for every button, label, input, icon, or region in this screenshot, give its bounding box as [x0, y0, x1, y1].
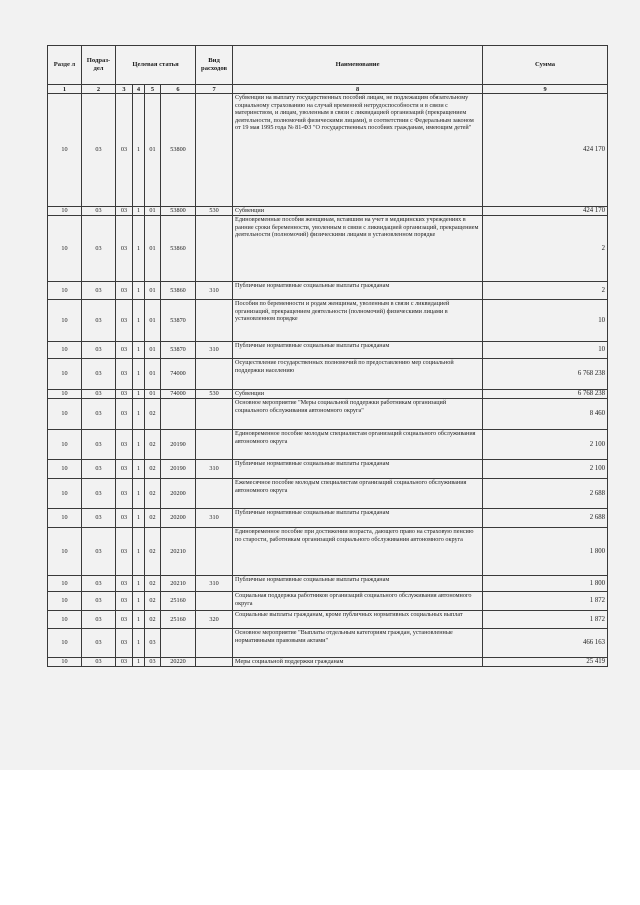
target-code-cell: 25160	[161, 611, 196, 629]
target-part-1-cell: 03	[116, 592, 133, 611]
table-row	[48, 629, 608, 658]
target-part-3-cell: 03	[145, 629, 161, 658]
target-code-cell: 53870	[161, 342, 196, 359]
podrazdel-cell: 03	[82, 94, 116, 207]
sum-cell: 424 170	[483, 207, 608, 216]
table-row	[48, 576, 608, 592]
target-part-2-cell: 1	[133, 430, 145, 460]
sum-cell: 10	[483, 342, 608, 359]
sum-cell: 1 872	[483, 611, 608, 629]
sum-cell: 2 100	[483, 430, 608, 460]
expense-type-cell	[196, 399, 233, 430]
expense-type-cell: 320	[196, 611, 233, 629]
header-vid-rashodov: Вид расходов	[196, 46, 233, 85]
target-part-3-cell: 01	[145, 359, 161, 390]
table-row	[48, 399, 608, 430]
target-part-2-cell: 1	[133, 592, 145, 611]
target-part-2-cell: 1	[133, 479, 145, 509]
target-part-1-cell: 03	[116, 528, 133, 576]
sum-cell: 10	[483, 300, 608, 342]
podrazdel-cell: 03	[82, 658, 116, 667]
expense-type-cell	[196, 528, 233, 576]
name-cell: Основное мероприятие "Меры социальной поддержки работникам организаций социального обслуживания автономного округа"	[233, 399, 483, 430]
sum-cell: 2	[483, 282, 608, 300]
razdel-cell: 10	[48, 359, 82, 390]
name-cell: Единовременное пособие молодым специалистам организаций социального обслуживания автономного округа	[233, 430, 483, 460]
razdel-cell: 10	[48, 528, 82, 576]
table-row	[48, 207, 608, 216]
name-cell: Основное мероприятие "Выплаты отдельным категориям граждан, установленные нормативными правовыми актами"	[233, 629, 483, 658]
target-part-3-cell: 01	[145, 390, 161, 399]
column-number-row	[48, 85, 608, 94]
razdel-cell: 10	[48, 390, 82, 399]
target-part-2-cell: 1	[133, 94, 145, 207]
col-number: 1	[48, 85, 82, 94]
name-cell: Субвенции	[233, 390, 483, 399]
target-part-1-cell: 03	[116, 479, 133, 509]
target-part-2-cell: 1	[133, 611, 145, 629]
col-number: 7	[196, 85, 233, 94]
col-number: 9	[483, 85, 608, 94]
name-cell: Социальные выплаты гражданам, кроме публичных нормативных социальных выплат	[233, 611, 483, 629]
target-part-1-cell: 03	[116, 282, 133, 300]
target-part-1-cell: 03	[116, 390, 133, 399]
podrazdel-cell: 03	[82, 216, 116, 282]
table-row	[48, 342, 608, 359]
sum-cell: 1 872	[483, 592, 608, 611]
target-part-1-cell: 03	[116, 629, 133, 658]
target-code-cell: 20190	[161, 460, 196, 479]
sum-cell: 2 688	[483, 509, 608, 528]
podrazdel-cell: 03	[82, 460, 116, 479]
target-part-2-cell: 1	[133, 359, 145, 390]
podrazdel-cell: 03	[82, 342, 116, 359]
target-part-2-cell: 1	[133, 576, 145, 592]
table-row	[48, 509, 608, 528]
sum-cell: 2 100	[483, 460, 608, 479]
target-code-cell: 74000	[161, 359, 196, 390]
razdel-cell: 10	[48, 300, 82, 342]
podrazdel-cell: 03	[82, 509, 116, 528]
target-part-3-cell: 01	[145, 300, 161, 342]
expense-type-cell: 310	[196, 342, 233, 359]
podrazdel-cell: 03	[82, 390, 116, 399]
target-part-1-cell: 03	[116, 460, 133, 479]
col-number: 6	[161, 85, 196, 94]
sum-cell: 6 768 238	[483, 359, 608, 390]
razdel-cell: 10	[48, 658, 82, 667]
table-row	[48, 216, 608, 282]
target-part-1-cell: 03	[116, 359, 133, 390]
expense-type-cell	[196, 629, 233, 658]
target-part-3-cell: 02	[145, 479, 161, 509]
expense-type-cell	[196, 300, 233, 342]
target-code-cell: 53800	[161, 94, 196, 207]
target-part-3-cell: 01	[145, 342, 161, 359]
target-part-1-cell: 03	[116, 300, 133, 342]
target-part-1-cell: 03	[116, 658, 133, 667]
podrazdel-cell: 03	[82, 282, 116, 300]
target-part-1-cell: 03	[116, 216, 133, 282]
budget-table	[47, 45, 608, 667]
podrazdel-cell: 03	[82, 207, 116, 216]
razdel-cell: 10	[48, 460, 82, 479]
target-part-1-cell: 03	[116, 342, 133, 359]
target-part-3-cell: 02	[145, 509, 161, 528]
sum-cell: 8 460	[483, 399, 608, 430]
col-number: 2	[82, 85, 116, 94]
sum-cell: 25 419	[483, 658, 608, 667]
table-row	[48, 390, 608, 399]
target-part-3-cell: 02	[145, 611, 161, 629]
podrazdel-cell: 03	[82, 528, 116, 576]
target-part-3-cell: 01	[145, 216, 161, 282]
expense-type-cell	[196, 359, 233, 390]
target-part-1-cell: 03	[116, 611, 133, 629]
target-part-1-cell: 03	[116, 576, 133, 592]
table-row	[48, 611, 608, 629]
razdel-cell: 10	[48, 282, 82, 300]
expense-type-cell	[196, 592, 233, 611]
sum-cell: 2 688	[483, 479, 608, 509]
name-cell: Публичные нормативные социальные выплаты гражданам	[233, 460, 483, 479]
target-part-1-cell: 03	[116, 399, 133, 430]
podrazdel-cell: 03	[82, 611, 116, 629]
expense-type-cell	[196, 94, 233, 207]
razdel-cell: 10	[48, 94, 82, 207]
col-number: 4	[133, 85, 145, 94]
table-row	[48, 592, 608, 611]
name-cell: Публичные нормативные социальные выплаты гражданам	[233, 342, 483, 359]
table-row	[48, 430, 608, 460]
target-part-3-cell: 01	[145, 207, 161, 216]
target-part-2-cell: 1	[133, 509, 145, 528]
name-cell: Социальная поддержка работников организаций социального обслуживания автономного округа	[233, 592, 483, 611]
sum-cell: 1 800	[483, 576, 608, 592]
expense-type-cell: 310	[196, 576, 233, 592]
expense-type-cell	[196, 658, 233, 667]
sum-cell: 6 768 238	[483, 390, 608, 399]
target-part-3-cell: 02	[145, 592, 161, 611]
name-cell: Публичные нормативные социальные выплаты гражданам	[233, 576, 483, 592]
target-part-2-cell: 1	[133, 207, 145, 216]
target-part-2-cell: 1	[133, 629, 145, 658]
razdel-cell: 10	[48, 509, 82, 528]
target-code-cell: 53870	[161, 300, 196, 342]
name-cell: Меры социальной поддержки гражданам	[233, 658, 483, 667]
podrazdel-cell: 03	[82, 300, 116, 342]
expense-type-cell: 310	[196, 460, 233, 479]
target-code-cell: 53860	[161, 216, 196, 282]
podrazdel-cell: 03	[82, 576, 116, 592]
col-number: 8	[233, 85, 483, 94]
target-part-3-cell: 02	[145, 430, 161, 460]
name-cell: Субвенции	[233, 207, 483, 216]
target-code-cell: 20200	[161, 479, 196, 509]
header-naimenovanie: Наименование	[233, 46, 483, 85]
target-part-2-cell: 1	[133, 300, 145, 342]
target-code-cell: 20190	[161, 430, 196, 460]
name-cell: Ежемесячное пособие молодым специалистам организаций социального обслуживания автономного округа	[233, 479, 483, 509]
table-row	[48, 359, 608, 390]
podrazdel-cell: 03	[82, 430, 116, 460]
target-part-2-cell: 1	[133, 658, 145, 667]
header-podrazdel: Подраз-дел	[82, 46, 116, 85]
table-row	[48, 658, 608, 667]
target-part-1-cell: 03	[116, 509, 133, 528]
target-part-3-cell: 02	[145, 460, 161, 479]
table-row	[48, 528, 608, 576]
expense-type-cell: 310	[196, 509, 233, 528]
expense-type-cell	[196, 479, 233, 509]
target-code-cell: 20220	[161, 658, 196, 667]
sum-cell: 1 800	[483, 528, 608, 576]
col-number: 5	[145, 85, 161, 94]
table-row	[48, 460, 608, 479]
table-row	[48, 300, 608, 342]
sum-cell: 2	[483, 216, 608, 282]
table-row	[48, 479, 608, 509]
razdel-cell: 10	[48, 479, 82, 509]
razdel-cell: 10	[48, 399, 82, 430]
expense-type-cell: 310	[196, 282, 233, 300]
name-cell: Осуществление государственных полномочий по предоставлению мер социальной поддержки населению	[233, 359, 483, 390]
col-number: 3	[116, 85, 133, 94]
target-code-cell	[161, 629, 196, 658]
target-code-cell: 20200	[161, 509, 196, 528]
razdel-cell: 10	[48, 576, 82, 592]
razdel-cell: 10	[48, 592, 82, 611]
target-part-3-cell: 01	[145, 94, 161, 207]
razdel-cell: 10	[48, 342, 82, 359]
podrazdel-cell: 03	[82, 359, 116, 390]
target-part-1-cell: 03	[116, 207, 133, 216]
podrazdel-cell: 03	[82, 479, 116, 509]
target-code-cell: 53800	[161, 207, 196, 216]
name-cell: Единовременное пособие при достижении возраста, дающего право на страховую пенсию по старости, работникам организаций социального обслуживания автономного округа	[233, 528, 483, 576]
target-part-1-cell: 03	[116, 430, 133, 460]
target-part-2-cell: 1	[133, 528, 145, 576]
expense-type-cell	[196, 430, 233, 460]
sum-cell: 466 163	[483, 629, 608, 658]
header-celevaya-statya: Целевая статья	[116, 46, 196, 85]
budget-table-sheet	[47, 45, 607, 667]
target-code-cell: 53860	[161, 282, 196, 300]
expense-type-cell: 530	[196, 207, 233, 216]
podrazdel-cell: 03	[82, 399, 116, 430]
target-part-3-cell: 02	[145, 399, 161, 430]
sum-cell: 424 170	[483, 94, 608, 207]
razdel-cell: 10	[48, 430, 82, 460]
target-part-2-cell: 1	[133, 216, 145, 282]
table-row	[48, 282, 608, 300]
razdel-cell: 10	[48, 216, 82, 282]
target-part-1-cell: 03	[116, 94, 133, 207]
razdel-cell: 10	[48, 611, 82, 629]
target-code-cell: 20210	[161, 528, 196, 576]
target-part-3-cell: 03	[145, 658, 161, 667]
name-cell: Публичные нормативные социальные выплаты гражданам	[233, 282, 483, 300]
razdel-cell: 10	[48, 207, 82, 216]
target-part-3-cell: 02	[145, 528, 161, 576]
name-cell: Публичные нормативные социальные выплаты гражданам	[233, 509, 483, 528]
target-code-cell: 25160	[161, 592, 196, 611]
name-cell: Субвенции на выплату государственных пособий лицам, не подлежащим обязательному социальному страхованию на случай временной нетрудоспособности и в связи с материнством, и лицам, уволенным в связи с ликвидацией организаций (прекращением деятельности, полномочий физическими лицами), в соответствии с Федеральным законом от 19 мая 1995 года № 81-ФЗ "О государственных пособиях гражданам, имеющим детей"	[233, 94, 483, 207]
target-code-cell: 20210	[161, 576, 196, 592]
target-part-2-cell: 1	[133, 342, 145, 359]
target-part-3-cell: 01	[145, 282, 161, 300]
header-summa: Сумма	[483, 46, 608, 85]
name-cell: Единовременные пособия женщинам, вставшим на учет в медицинских учреждениях в ранние сроки беременности, уволенным в связи с ликвидацией организаций, прекращением деятельности (полномочий) физическими лицами в установленном порядке	[233, 216, 483, 282]
target-part-2-cell: 1	[133, 282, 145, 300]
podrazdel-cell: 03	[82, 629, 116, 658]
table-row	[48, 94, 608, 207]
target-code-cell: 74000	[161, 390, 196, 399]
target-part-2-cell: 1	[133, 399, 145, 430]
target-part-3-cell: 02	[145, 576, 161, 592]
header-row	[48, 46, 608, 85]
expense-type-cell: 530	[196, 390, 233, 399]
target-code-cell	[161, 399, 196, 430]
name-cell: Пособия по беременности и родам женщинам, уволенным в связи с ликвидацией организаций, прекращением деятельности (полномочий) физическими лицами в установленном порядке	[233, 300, 483, 342]
target-part-2-cell: 1	[133, 460, 145, 479]
target-part-2-cell: 1	[133, 390, 145, 399]
header-razdel: Разде л	[48, 46, 82, 85]
razdel-cell: 10	[48, 629, 82, 658]
podrazdel-cell: 03	[82, 592, 116, 611]
expense-type-cell	[196, 216, 233, 282]
